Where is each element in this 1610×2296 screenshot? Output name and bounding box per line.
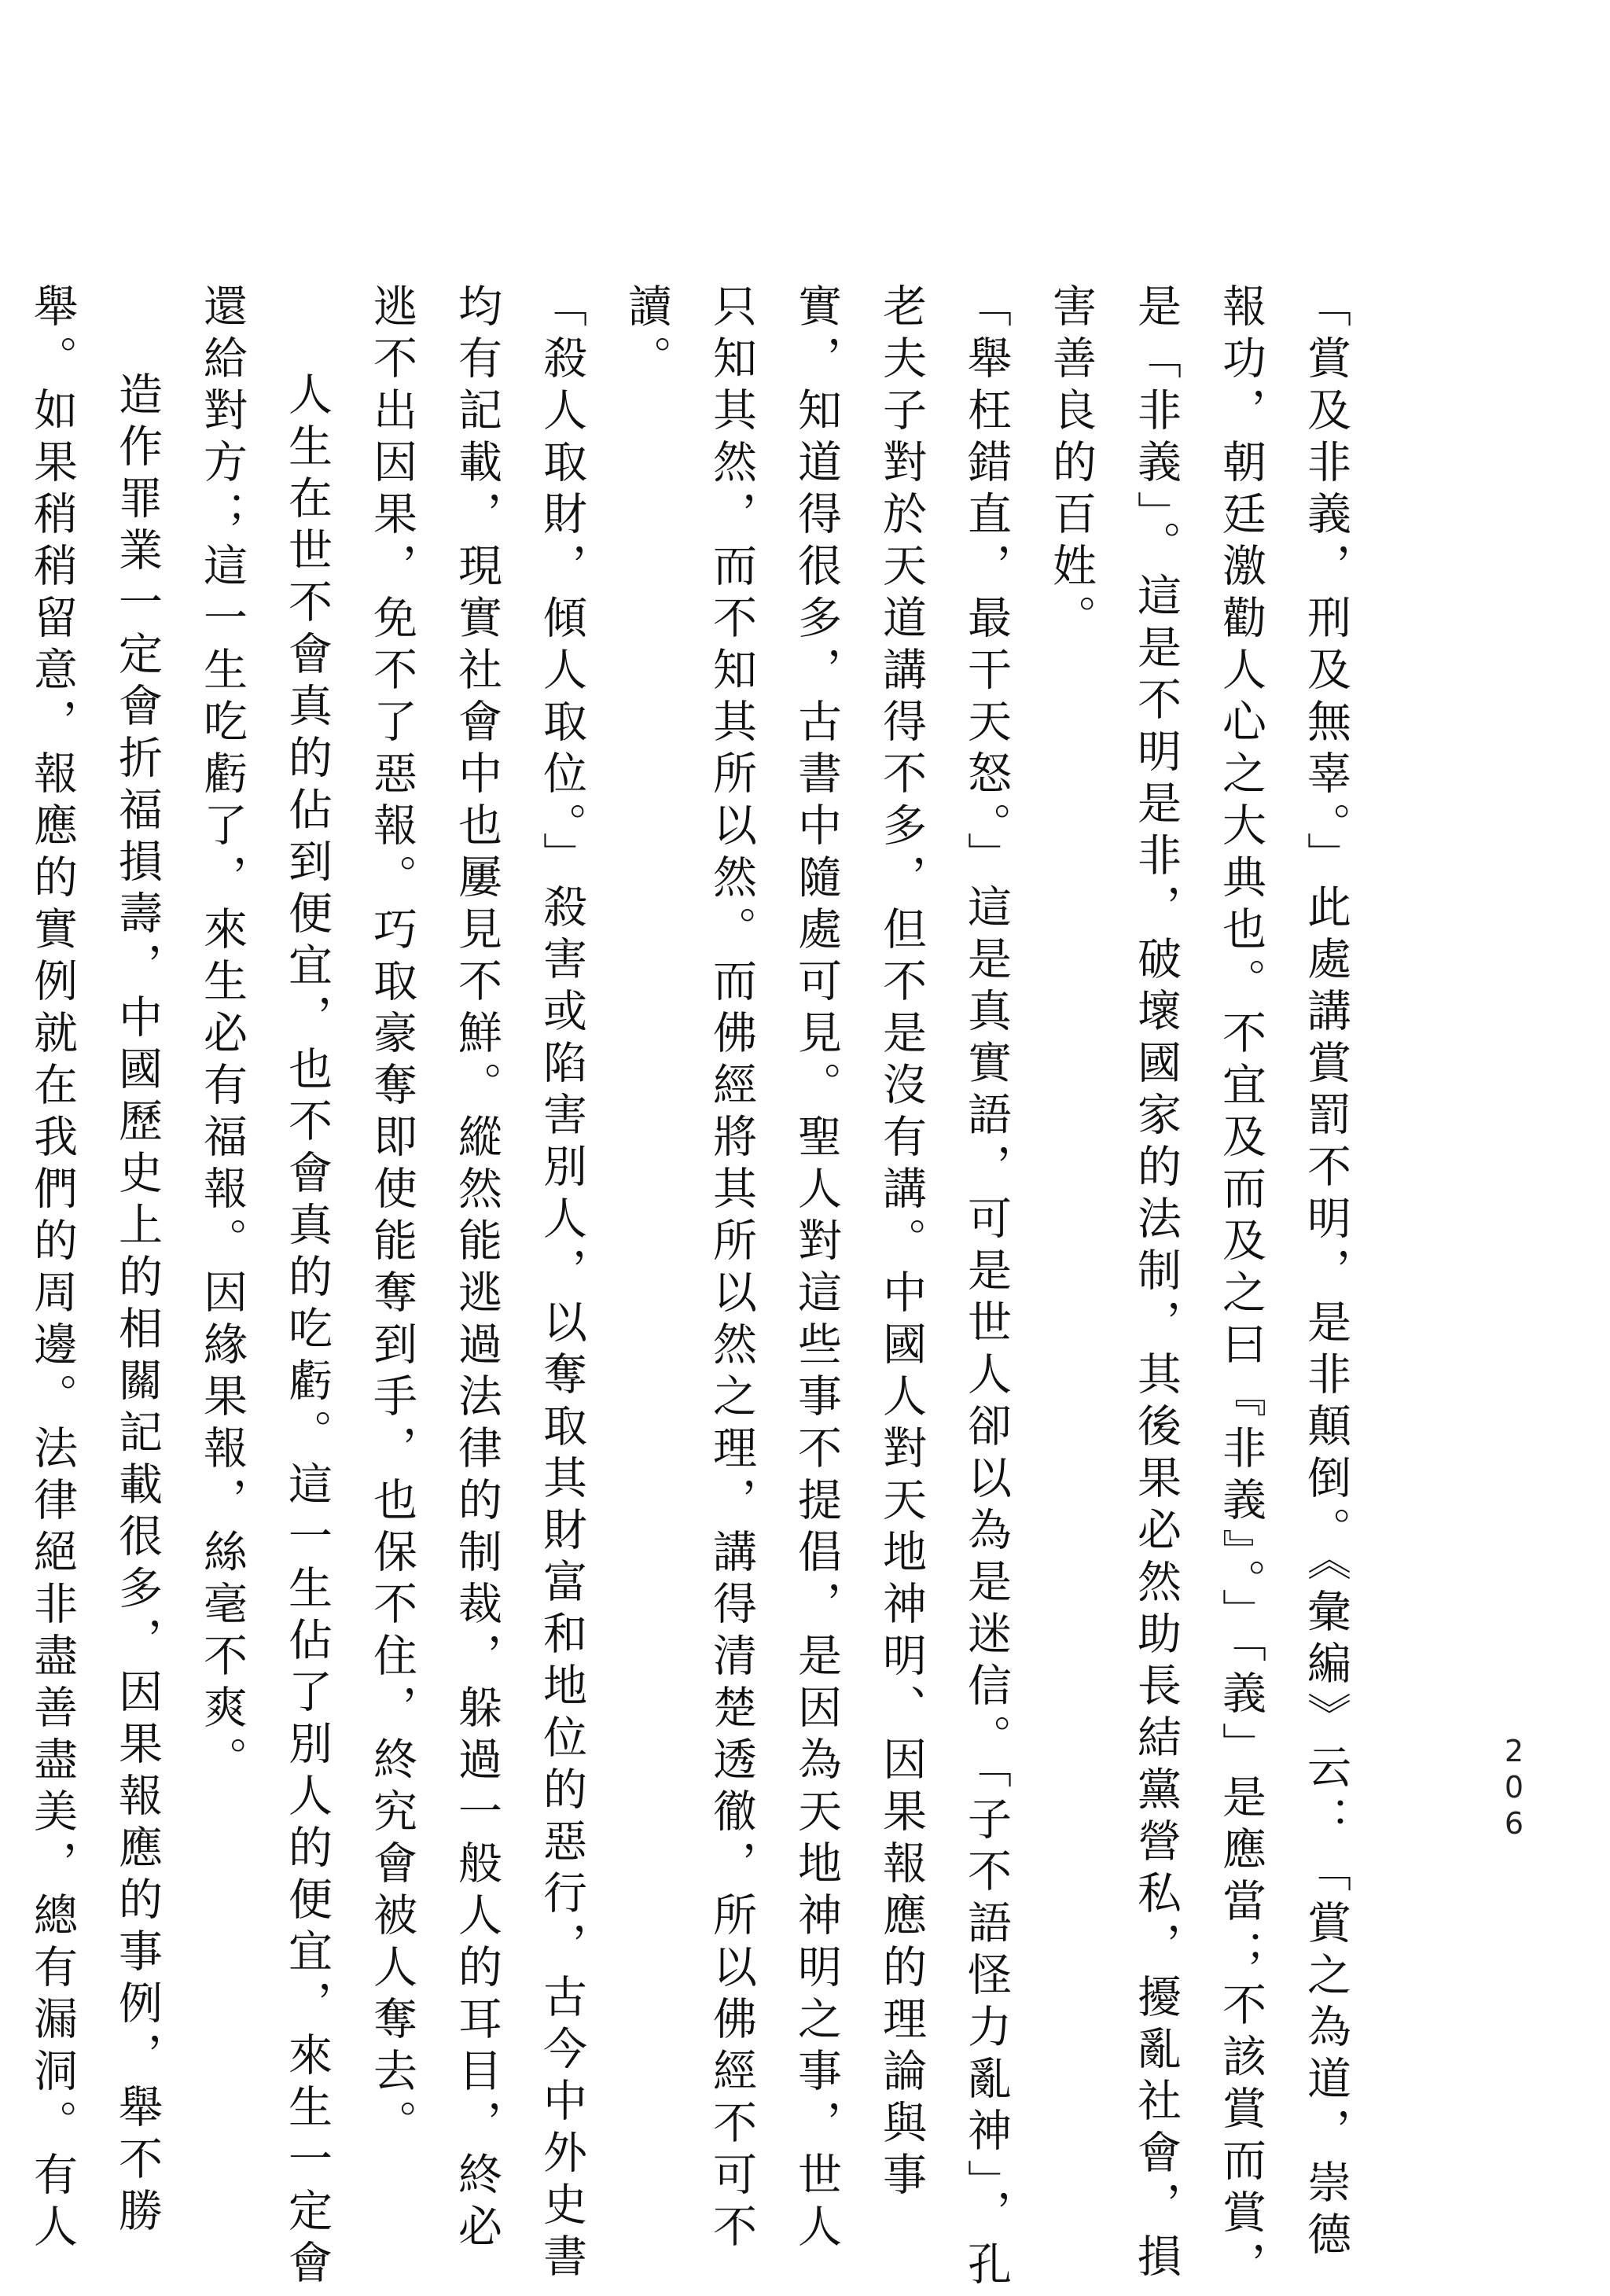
page-number: 206 bbox=[1497, 1734, 1531, 1842]
paragraph: 人生在世不會真的佔到便宜，也不會真的吃虧。這一生佔了別人的便宜，來生一定會還給對方；這一生吃虧了，來生必有福報。因緣果報，絲毫不爽。 bbox=[197, 283, 333, 2291]
paragraph: 「殺人取財，傾人取位。」殺害或陷害別人，以奪取其財富和地位的惡行，古今中外史書均有記載，現實社會中也屢見不鮮。縱然能逃過法律的制裁，躲過一般人的耳目，終必逃不出因果，免不了惡報。巧取豪奪即使能奪到手，也保不住，終究會被人奪去。 bbox=[366, 283, 587, 2285]
paragraph: 造作罪業一定會折福損壽，中國歷史上的相關記載很多，因果報應的事例，舉不勝舉。如果稍稍留意，報應的實例就在我們的周邊。法律絕非盡善盡美，總有漏洞。有人 bbox=[27, 283, 163, 2255]
paragraph: 「賞及非義，刑及無辜。」此處講賞罰不明，是非顛倒。《彙編》云：「賞之為道，崇德報功，朝廷激勸人心之大典也。不宜及而及之曰『非義』。」「義」是應當；不該賞而賞，是「非義」。這是不明是非，破壞國家的法制，其後果必然助長結黨營私，擾亂社會，損害善良的百姓。 bbox=[1046, 283, 1351, 2293]
paragraph: 「舉枉錯直，最干天怒。」這是真實語，可是世人卻以為是迷信。「子不語怪力亂神」，孔老夫子對於天道講得不多，但不是沒有講。中國人對天地神明、因果報應的理論與事實，知道得很多，古書中隨處可見。聖人對這些事不提倡，是因為天地神明之事，世人只知其然，而不知其所以然。而佛經將其所以然之理，講得清楚透徹，所以佛經不可不讀。 bbox=[621, 283, 1012, 2293]
body-text bbox=[27, 283, 1368, 2296]
